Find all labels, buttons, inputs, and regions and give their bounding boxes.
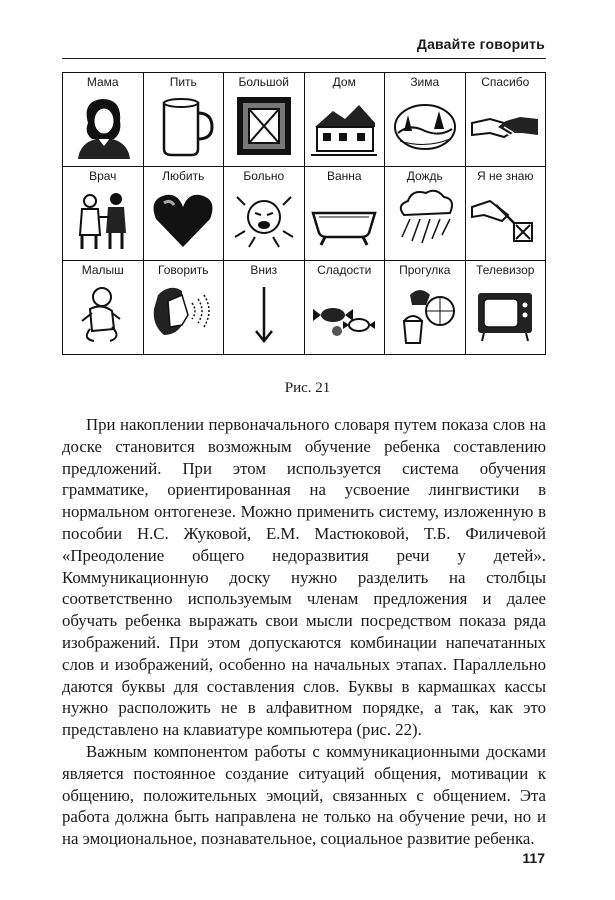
doctor-patient-icon	[68, 187, 138, 253]
picture-card	[224, 167, 305, 261]
picture-card	[385, 167, 466, 261]
communication-board-figure	[62, 72, 546, 355]
figure-row	[63, 261, 546, 355]
page-number: 117	[522, 850, 545, 866]
card-label: Малыш	[81, 263, 124, 277]
picture-card	[304, 261, 385, 355]
woman-portrait-icon	[68, 93, 138, 159]
hand-checkbox-icon	[470, 187, 540, 253]
card-label: Дождь	[406, 169, 443, 183]
picture-card	[143, 73, 224, 167]
candies-icon	[309, 281, 379, 347]
card-label: Телевизор	[476, 263, 535, 277]
card-label: Дом	[332, 75, 356, 89]
card-label: Большой	[238, 75, 290, 89]
card-label: Прогулка	[399, 263, 451, 277]
figure-row	[63, 73, 546, 167]
picture-card	[63, 73, 144, 167]
picture-card	[304, 167, 385, 261]
speaking-face-icon	[148, 281, 218, 347]
card-label: Любить	[162, 169, 205, 183]
card-label: Врач	[89, 169, 117, 183]
card-label: Мама	[86, 75, 119, 89]
card-label: Зима	[410, 75, 440, 89]
card-label: Говорить	[158, 263, 209, 277]
card-label: Вниз	[250, 263, 278, 277]
picture-card	[304, 73, 385, 167]
paragraph: При накоплении первоначального словаря путем показа слов на доске становится возможным обучение ребенка составлению предложений. При этом используется система обучения грамматике, ориентированная на усвоение лингвистики в нормальном онтогенезе. Можно применить систему, изложенную в пособии Н.С. Жуковой, Е.М. Мастюковой, Т.Б. Филичевой «Преодоление общего недоразвития речи у детей». Коммуникационную доску нужно разделить на столбцы соответственно используемым членам предложения и далее обучать ребенка выражать свои мысли посредством показа ряда изображений. При этом допускаются комбинации напечатанных слов и изображений, особенно на начальных этапах. Параллельно даются буквы для составления слов. Буквы в кармашках кассы нужно расположить не в алфавитном порядке, а так, как это представлено на клавиатуре компьютера (рис. 22).	[62, 415, 546, 740]
arrow-down-icon	[229, 281, 299, 347]
picture-card	[63, 167, 144, 261]
winter-landscape-icon	[390, 93, 460, 159]
picture-card	[143, 261, 224, 355]
paragraph: Важным компонентом работы с коммуникационными досками является постоянное создание ситуаций общения, мотивации к общению, положительных эмоций, связанных с общением. Эта работа должна быть направлена не только на обучение речи, но и на эмоциональное, познавательное, социальное развитие ребенка.	[62, 741, 546, 849]
heart-icon	[148, 187, 218, 253]
picture-card	[465, 73, 546, 167]
picture-card	[385, 261, 466, 355]
walk-toys-icon	[390, 281, 460, 347]
body-text	[62, 414, 546, 850]
picture-card	[465, 167, 546, 261]
header-rule	[62, 58, 546, 59]
figure-row	[63, 167, 546, 261]
running-header: Давайте говорить	[416, 36, 545, 52]
picture-card	[224, 261, 305, 355]
picture-card	[465, 261, 546, 355]
picture-card	[385, 73, 466, 167]
crying-baby-icon	[229, 187, 299, 253]
bathtub-icon	[309, 187, 379, 253]
handshake-icon	[470, 93, 540, 159]
card-label: Больно	[243, 169, 285, 183]
figure-caption: Рис. 21	[284, 380, 331, 396]
tv-icon	[470, 281, 540, 347]
card-label: Ванна	[326, 169, 362, 183]
card-label: Пить	[169, 75, 197, 89]
card-label: Сладости	[317, 263, 372, 277]
card-label: Спасибо	[481, 75, 530, 89]
large-square-icon	[229, 93, 299, 159]
picture-card	[143, 167, 224, 261]
baby-icon	[68, 281, 138, 347]
picture-card	[224, 73, 305, 167]
rain-cloud-icon	[390, 187, 460, 253]
picture-card	[63, 261, 144, 355]
mug-icon	[148, 93, 218, 159]
house-icon	[309, 93, 379, 159]
card-label: Я не знаю	[477, 169, 534, 183]
